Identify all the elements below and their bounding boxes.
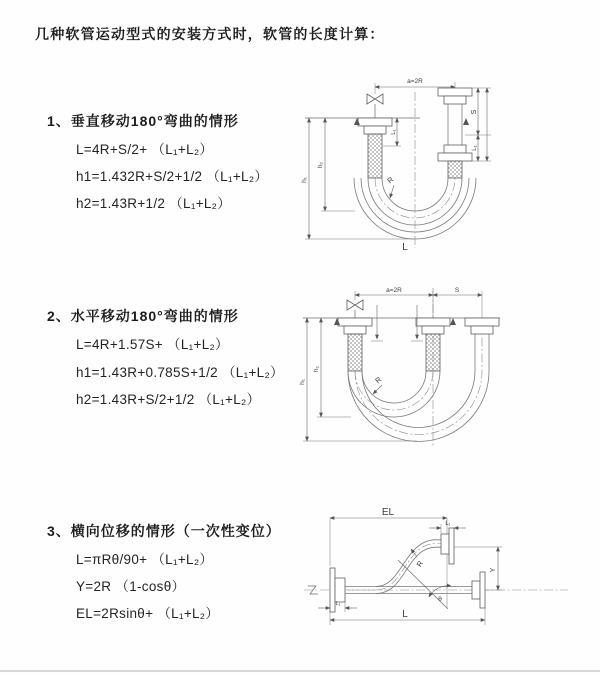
radius-label [373, 375, 384, 394]
diagram-horizontal-180-bend [295, 283, 580, 468]
ref-arrow-up [450, 318, 456, 325]
dim-l1-right-label: L₁ [472, 145, 478, 151]
radius-r-text: R [414, 559, 426, 569]
section-3-heading: 3、横向位移的情形（一次性变位） [47, 523, 281, 539]
dim-h2 [317, 118, 355, 211]
dim-s-label: S [471, 109, 478, 115]
formula-line: L=4R+S/2+ （L₁+L₂） [76, 142, 214, 157]
length-l-label: L [402, 242, 408, 253]
left-pipe [354, 118, 392, 178]
dim-a2r-label: a=2R [407, 78, 423, 85]
angle-theta [429, 586, 451, 603]
dim-h2-label: h₂ [313, 365, 320, 373]
dim-l-label: L [402, 609, 408, 620]
radius-r-text: R [385, 174, 396, 186]
radius-r-text: R [373, 374, 384, 386]
dim-h1-label: h₁ [301, 177, 308, 183]
section-2-heading: 2、水平移动180°弯曲的情形 [47, 308, 239, 324]
dim-l1-top [429, 521, 466, 533]
dim-l1-left [318, 601, 357, 612]
upper-flange [441, 528, 454, 564]
radius-label [385, 175, 395, 198]
right-pipe [465, 318, 499, 334]
dim-s-label: S [454, 287, 460, 294]
formula-line: h2=1.43R+S/2+1/2 （L₁+L₂） [76, 392, 261, 407]
radius-label [411, 549, 425, 568]
formula-line: EL=2Rsinθ+ （L₁+L₂） [76, 606, 220, 621]
formula-line: Y=2R （1-cosθ） [76, 579, 186, 594]
diagram-vertical-180-bend [295, 70, 565, 268]
dim-h2-label: h₂ [317, 161, 324, 169]
dim-el [330, 507, 447, 566]
dim-y-label: Y [490, 567, 497, 573]
dim-l [330, 606, 485, 625]
valve-icon [367, 94, 383, 118]
theta-label: θ [438, 596, 442, 603]
left-pipe [334, 318, 372, 371]
dim-l1-left-label: L₁ [391, 129, 397, 135]
formula-line: h2=1.43R+1/2 （L₁+L₂） [76, 196, 232, 211]
formula-line: h1=1.43R+0.785S+1/2 （L₁+L₂） [76, 365, 284, 380]
right-pipe [438, 88, 472, 178]
lower-flange [472, 572, 485, 608]
middle-pipe [416, 318, 456, 371]
fitting-dims [371, 305, 423, 341]
dim-a2r-label: a=2R [386, 287, 402, 294]
formula-line: L=4R+1.57S+ （L₁+L₂） [76, 337, 229, 352]
dim-s-l1-right [465, 88, 491, 161]
scan-artifact-line [0, 670, 600, 672]
formula-line: h1=1.432R+S/2+1/2 （L₁+L₂） [76, 169, 269, 184]
dim-l1-top-label: L₁ [445, 521, 451, 527]
dim-el-label: EL [381, 507, 395, 518]
formula-line: L=πRθ/90+ （L₁+L₂） [76, 552, 214, 567]
dim-l1-left-label: L₁ [335, 601, 341, 607]
hose-u-arcs [348, 334, 489, 441]
dim-h1-label: h₁ [299, 379, 306, 385]
dim-a2r [355, 287, 482, 318]
section-1-heading: 1、垂直移动180°弯曲的情形 [47, 113, 239, 129]
page-title: 几种软管运动型式的安装方式时，软管的长度计算： [35, 26, 385, 42]
valve-icon [347, 300, 363, 318]
ref-arrow-up [463, 118, 469, 125]
diagram-lateral-displacement [300, 500, 600, 655]
s-curve-hose [345, 540, 441, 594]
